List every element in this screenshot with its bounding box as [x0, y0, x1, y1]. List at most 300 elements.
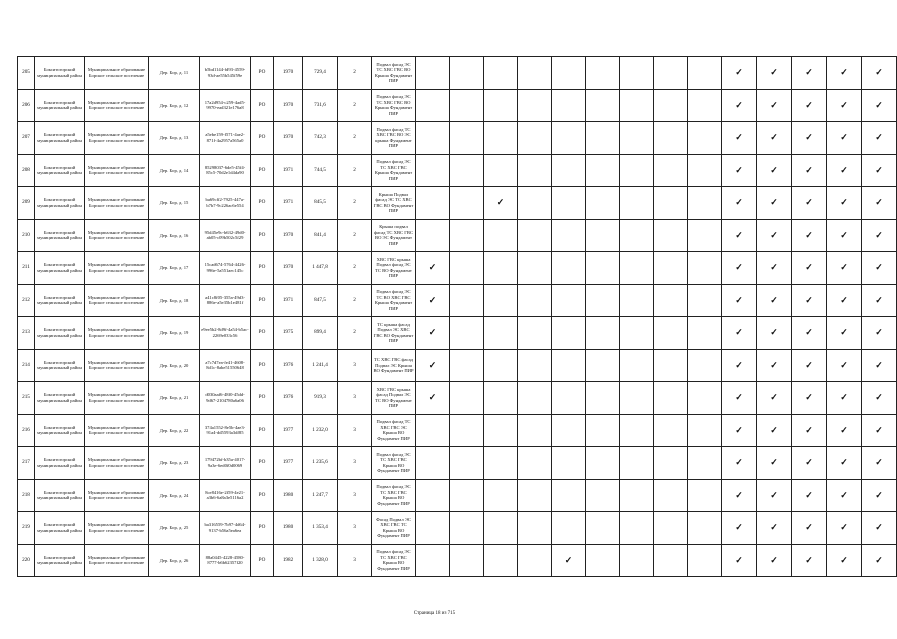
address-cell: Дер. Бор, д. 20: [149, 349, 200, 382]
empty-cell: [620, 414, 654, 447]
empty-cell: [484, 382, 518, 415]
empty-cell: [654, 349, 688, 382]
fund-form-cell: РО: [251, 89, 274, 122]
empty-cell: [688, 219, 722, 252]
owner-name-cell: Муниципальное образование Борское сельское поселение: [85, 154, 149, 187]
total-area-cell: 847,5: [303, 284, 338, 317]
empty-cell: [552, 414, 586, 447]
owner-name-cell: Муниципальное образование Борское сельское поселение: [85, 447, 149, 480]
empty-cell: [416, 414, 450, 447]
checkmark-cell: ✓: [722, 122, 757, 155]
empty-cell: [450, 544, 484, 577]
checkmark-cell: ✓: [792, 447, 827, 480]
empty-cell: [688, 154, 722, 187]
checkmark-cell: ✓: [862, 187, 897, 220]
row-number-cell: 210: [18, 219, 35, 252]
empty-cell: [518, 349, 552, 382]
row-number-cell: 208: [18, 154, 35, 187]
empty-cell: [484, 122, 518, 155]
owner-name-cell: Муниципальное образование Борское сельское поселение: [85, 544, 149, 577]
checkmark-cell: ✓: [862, 479, 897, 512]
owner-name-cell: Муниципальное образование Борское сельское поселение: [85, 57, 149, 90]
empty-cell: [552, 479, 586, 512]
empty-cell: [518, 252, 552, 285]
checkmark-cell: ✓: [862, 122, 897, 155]
empty-cell: [620, 447, 654, 480]
house-guid-cell: 179472bf-b35a-4017-9a3e-6ed0f0d0069: [200, 447, 251, 480]
total-area-cell: 744,5: [303, 154, 338, 187]
total-area-cell: 1 328,0: [303, 544, 338, 577]
empty-cell: [688, 122, 722, 155]
fund-form-cell: РО: [251, 382, 274, 415]
build-year-cell: 1977: [274, 447, 303, 480]
municipal-district-cell: Бокситогорский муниципальный район: [35, 89, 85, 122]
build-year-cell: 1971: [274, 154, 303, 187]
address-cell: Дер. Бор, д. 23: [149, 447, 200, 480]
build-year-cell: 1976: [274, 349, 303, 382]
total-area-cell: 742,3: [303, 122, 338, 155]
house-guid-cell: 85298037-6de5-45f4-85c5-70d2e1d4da90: [200, 154, 251, 187]
empty-cell: [450, 349, 484, 382]
empty-cell: [484, 414, 518, 447]
floors-cell: 2: [338, 284, 372, 317]
works-list-cell: Фасад Подвал ЭС ХВС ГВС ТС Крыша ВО Фундамент ПИР: [372, 512, 416, 545]
checkmark-cell: ✓: [862, 317, 897, 350]
empty-cell: [586, 512, 620, 545]
checkmark-cell: ✓: [792, 187, 827, 220]
checkmark-cell: ✓: [862, 447, 897, 480]
checkmark-cell: ✓: [722, 154, 757, 187]
floors-cell: 3: [338, 349, 372, 382]
floors-cell: 2: [338, 89, 372, 122]
table-row: [18, 187, 897, 220]
empty-cell: [688, 349, 722, 382]
checkmark-cell: ✓: [722, 219, 757, 252]
checkmark-cell: ✓: [722, 187, 757, 220]
empty-cell: [484, 89, 518, 122]
empty-cell: [484, 479, 518, 512]
owner-name-cell: Муниципальное образование Борское сельское поселение: [85, 317, 149, 350]
empty-cell: [654, 544, 688, 577]
checkmark-cell: ✓: [757, 414, 792, 447]
checkmark-cell: ✓: [757, 544, 792, 577]
empty-cell: [450, 122, 484, 155]
empty-cell: [586, 252, 620, 285]
checkmark-cell: ✓: [416, 317, 450, 350]
checkmark-cell: ✓: [862, 349, 897, 382]
owner-name-cell: Муниципальное образование Борское сельское поселение: [85, 284, 149, 317]
empty-cell: [484, 154, 518, 187]
empty-cell: [552, 447, 586, 480]
empty-cell: [586, 414, 620, 447]
table-row: [18, 284, 897, 317]
checkmark-cell: ✓: [862, 89, 897, 122]
empty-cell: [620, 284, 654, 317]
checkmark-cell: ✓: [827, 219, 862, 252]
municipal-district-cell: Бокситогорский муниципальный район: [35, 382, 85, 415]
checkmark-cell: ✓: [416, 382, 450, 415]
fund-form-cell: РО: [251, 57, 274, 90]
checkmark-cell: ✓: [862, 512, 897, 545]
address-cell: Дер. Бор, д. 15: [149, 187, 200, 220]
build-year-cell: 1970: [274, 89, 303, 122]
checkmark-cell: ✓: [862, 219, 897, 252]
checkmark-cell: ✓: [862, 154, 897, 187]
empty-cell: [586, 317, 620, 350]
checkmark-cell: ✓: [722, 512, 757, 545]
empty-cell: [620, 349, 654, 382]
works-list-cell: ХВС ГВС крыша Подвал фасад ЭС ТС ВО Фундамент ПИР: [372, 252, 416, 285]
floors-cell: 2: [338, 57, 372, 90]
empty-cell: [518, 57, 552, 90]
checkmark-cell: ✓: [757, 57, 792, 90]
empty-cell: [586, 89, 620, 122]
empty-cell: [620, 219, 654, 252]
owner-name-cell: Муниципальное образование Борское сельское поселение: [85, 122, 149, 155]
house-guid-cell: ba316559-7b97-4d64-9137-b56a5ea6ea: [200, 512, 251, 545]
fund-form-cell: РО: [251, 414, 274, 447]
checkmark-cell: ✓: [792, 349, 827, 382]
empty-cell: [450, 317, 484, 350]
empty-cell: [688, 479, 722, 512]
municipal-district-cell: Бокситогорский муниципальный район: [35, 219, 85, 252]
empty-cell: [484, 544, 518, 577]
total-area-cell: 1 235,6: [303, 447, 338, 480]
row-number-cell: 214: [18, 349, 35, 382]
municipal-district-cell: Бокситогорский муниципальный район: [35, 479, 85, 512]
table-row: [18, 57, 897, 90]
house-guid-cell: 8ce8416e-2f59-4e21-a3b6-6a8a3e5116a2: [200, 479, 251, 512]
fund-form-cell: РО: [251, 187, 274, 220]
empty-cell: [552, 219, 586, 252]
works-list-cell: Крыша подвал фасад ТС ХВС ГВС ВО ЭС Фундамент ПИР: [372, 219, 416, 252]
page-number: Страница 18 из 715: [413, 611, 456, 616]
checkmark-cell: ✓: [552, 544, 586, 577]
empty-cell: [416, 187, 450, 220]
empty-cell: [552, 317, 586, 350]
empty-cell: [620, 544, 654, 577]
address-cell: Дер. Бор, д. 26: [149, 544, 200, 577]
empty-cell: [654, 252, 688, 285]
owner-name-cell: Муниципальное образование Борское сельское поселение: [85, 219, 149, 252]
build-year-cell: 1970: [274, 219, 303, 252]
empty-cell: [620, 479, 654, 512]
works-list-cell: ТС крыша фасад Подвал ЭС ХВС ГВС ВО Фундамент ПИР: [372, 317, 416, 350]
checkmark-cell: ✓: [722, 284, 757, 317]
empty-cell: [620, 154, 654, 187]
empty-cell: [552, 512, 586, 545]
fund-form-cell: РО: [251, 544, 274, 577]
empty-cell: [620, 122, 654, 155]
empty-cell: [484, 447, 518, 480]
checkmark-cell: ✓: [862, 284, 897, 317]
total-area-cell: 841,4: [303, 219, 338, 252]
row-number-cell: 211: [18, 252, 35, 285]
checkmark-cell: ✓: [827, 512, 862, 545]
checkmark-cell: ✓: [862, 414, 897, 447]
build-year-cell: 1971: [274, 284, 303, 317]
owner-name-cell: Муниципальное образование Борское сельское поселение: [85, 512, 149, 545]
checkmark-cell: ✓: [757, 349, 792, 382]
empty-cell: [620, 512, 654, 545]
empty-cell: [552, 187, 586, 220]
owner-name-cell: Муниципальное образование Борское сельское поселение: [85, 414, 149, 447]
floors-cell: 3: [338, 382, 372, 415]
build-year-cell: 1970: [274, 57, 303, 90]
empty-cell: [450, 512, 484, 545]
build-year-cell: 1980: [274, 512, 303, 545]
checkmark-cell: ✓: [416, 252, 450, 285]
fund-form-cell: РО: [251, 479, 274, 512]
checkmark-cell: ✓: [792, 57, 827, 90]
total-area-cell: 1 447,8: [303, 252, 338, 285]
address-cell: Дер. Бор, д. 24: [149, 479, 200, 512]
empty-cell: [620, 382, 654, 415]
row-number-cell: 209: [18, 187, 35, 220]
empty-cell: [620, 317, 654, 350]
table-row: [18, 154, 897, 187]
checkmark-cell: ✓: [722, 317, 757, 350]
checkmark-cell: ✓: [827, 187, 862, 220]
empty-cell: [654, 512, 688, 545]
total-area-cell: 899,4: [303, 317, 338, 350]
house-guid-cell: 374a1552-8e5b-4ae3-91a4-dd5593a3df85: [200, 414, 251, 447]
checkmark-cell: ✓: [722, 414, 757, 447]
checkmark-cell: ✓: [827, 544, 862, 577]
checkmark-cell: ✓: [722, 349, 757, 382]
checkmark-cell: ✓: [722, 544, 757, 577]
empty-cell: [518, 382, 552, 415]
address-cell: Дер. Бор, д. 25: [149, 512, 200, 545]
total-area-cell: 1 232,0: [303, 414, 338, 447]
empty-cell: [518, 154, 552, 187]
empty-cell: [518, 414, 552, 447]
checkmark-cell: ✓: [827, 317, 862, 350]
address-cell: Дер. Бор, д. 19: [149, 317, 200, 350]
table-row: [18, 349, 897, 382]
total-area-cell: 1 241,4: [303, 349, 338, 382]
empty-cell: [450, 382, 484, 415]
empty-cell: [654, 382, 688, 415]
empty-cell: [552, 57, 586, 90]
owner-name-cell: Муниципальное образование Борское сельское поселение: [85, 89, 149, 122]
checkmark-cell: ✓: [827, 57, 862, 90]
empty-cell: [688, 512, 722, 545]
empty-cell: [416, 122, 450, 155]
row-number-cell: 207: [18, 122, 35, 155]
house-guid-cell: b5bd1144-fd93-4559-93d-ae55b545f59e: [200, 57, 251, 90]
empty-cell: [586, 447, 620, 480]
table-row: [18, 89, 897, 122]
checkmark-cell: ✓: [792, 154, 827, 187]
fund-form-cell: РО: [251, 252, 274, 285]
row-number-cell: 218: [18, 479, 35, 512]
empty-cell: [450, 89, 484, 122]
checkmark-cell: ✓: [757, 512, 792, 545]
floors-cell: 2: [338, 122, 372, 155]
checkmark-cell: ✓: [827, 479, 862, 512]
empty-cell: [586, 219, 620, 252]
empty-cell: [552, 89, 586, 122]
total-area-cell: 1 353,4: [303, 512, 338, 545]
checkmark-cell: ✓: [757, 122, 792, 155]
address-cell: Дер. Бор, д. 21: [149, 382, 200, 415]
checkmark-cell: ✓: [862, 382, 897, 415]
address-cell: Дер. Бор, д. 17: [149, 252, 200, 285]
empty-cell: [586, 154, 620, 187]
checkmark-cell: ✓: [792, 89, 827, 122]
checkmark-cell: ✓: [757, 252, 792, 285]
house-guid-cell: 17a2d954-c259-4ad5-9970-ead321e176a8: [200, 89, 251, 122]
empty-cell: [450, 252, 484, 285]
build-year-cell: 1971: [274, 187, 303, 220]
fund-form-cell: РО: [251, 154, 274, 187]
empty-cell: [688, 187, 722, 220]
checkmark-cell: ✓: [757, 382, 792, 415]
owner-name-cell: Муниципальное образование Борское сельское поселение: [85, 252, 149, 285]
empty-cell: [620, 252, 654, 285]
empty-cell: [586, 284, 620, 317]
empty-cell: [654, 219, 688, 252]
build-year-cell: 1982: [274, 544, 303, 577]
checkmark-cell: ✓: [757, 187, 792, 220]
empty-cell: [586, 544, 620, 577]
works-list-cell: Подвал фасад ЭС ТС ХВС ГВС Крыша ВО Фундамент ПИР: [372, 479, 416, 512]
build-year-cell: 1976: [274, 382, 303, 415]
checkmark-cell: ✓: [722, 57, 757, 90]
table-row: [18, 317, 897, 350]
empty-cell: [484, 252, 518, 285]
works-list-cell: ХВС ГВС крыша фасад Подвал ЭС ТС ВО Фундамент ПИР: [372, 382, 416, 415]
checkmark-cell: ✓: [416, 284, 450, 317]
municipal-district-cell: Бокситогорский муниципальный район: [35, 414, 85, 447]
works-list-cell: Подвал фасад ЭС ТС ХВС ГВС ВО Крыша Фундамент ПИР: [372, 57, 416, 90]
empty-cell: [586, 187, 620, 220]
build-year-cell: 1970: [274, 122, 303, 155]
row-number-cell: 219: [18, 512, 35, 545]
checkmark-cell: ✓: [862, 544, 897, 577]
checkmark-cell: ✓: [792, 284, 827, 317]
empty-cell: [688, 252, 722, 285]
total-area-cell: 919,3: [303, 382, 338, 415]
empty-cell: [654, 414, 688, 447]
works-list-cell: ТС ХВС ГВС фасад Подвал ЭС Крыша ВО Фундамент ПИР: [372, 349, 416, 382]
empty-cell: [450, 154, 484, 187]
checkmark-cell: ✓: [827, 252, 862, 285]
empty-cell: [688, 414, 722, 447]
empty-cell: [484, 512, 518, 545]
checkmark-cell: ✓: [792, 544, 827, 577]
checkmark-cell: ✓: [484, 187, 518, 220]
municipal-district-cell: Бокситогорский муниципальный район: [35, 284, 85, 317]
empty-cell: [586, 57, 620, 90]
total-area-cell: 731,6: [303, 89, 338, 122]
municipal-district-cell: Бокситогорский муниципальный район: [35, 122, 85, 155]
municipal-district-cell: Бокситогорский муниципальный район: [35, 57, 85, 90]
fund-form-cell: РО: [251, 512, 274, 545]
empty-cell: [688, 447, 722, 480]
empty-cell: [518, 89, 552, 122]
checkmark-cell: ✓: [722, 479, 757, 512]
empty-cell: [654, 447, 688, 480]
empty-cell: [586, 479, 620, 512]
empty-cell: [518, 317, 552, 350]
checkmark-cell: ✓: [827, 414, 862, 447]
row-number-cell: 215: [18, 382, 35, 415]
empty-cell: [552, 349, 586, 382]
house-guid-cell: 88a0445-4228-4580-8777-b6b62357f20: [200, 544, 251, 577]
floors-cell: 2: [338, 154, 372, 187]
empty-cell: [484, 219, 518, 252]
housing-register-table: [17, 56, 897, 577]
empty-cell: [518, 512, 552, 545]
checkmark-cell: ✓: [792, 414, 827, 447]
checkmark-cell: ✓: [757, 154, 792, 187]
build-year-cell: 1977: [274, 414, 303, 447]
empty-cell: [688, 89, 722, 122]
empty-cell: [654, 57, 688, 90]
address-cell: Дер. Бор, д. 12: [149, 89, 200, 122]
checkmark-cell: ✓: [827, 89, 862, 122]
fund-form-cell: РО: [251, 317, 274, 350]
empty-cell: [450, 57, 484, 90]
checkmark-cell: ✓: [862, 57, 897, 90]
works-list-cell: Подвал фасад ЭС ТС ХВС ГВС ВО Крыша Фундамент ПИР: [372, 89, 416, 122]
floors-cell: 2: [338, 252, 372, 285]
floors-cell: 2: [338, 317, 372, 350]
empty-cell: [552, 284, 586, 317]
fund-form-cell: РО: [251, 122, 274, 155]
table-row: [18, 122, 897, 155]
address-cell: Дер. Бор, д. 11: [149, 57, 200, 90]
empty-cell: [552, 252, 586, 285]
house-guid-cell: d030aaf6-48f0-45dd-9d67-2104780a6a06: [200, 382, 251, 415]
table-row: [18, 414, 897, 447]
row-number-cell: 205: [18, 57, 35, 90]
total-area-cell: 845,5: [303, 187, 338, 220]
municipal-district-cell: Бокситогорский муниципальный район: [35, 252, 85, 285]
empty-cell: [450, 447, 484, 480]
empty-cell: [552, 154, 586, 187]
empty-cell: [450, 479, 484, 512]
checkmark-cell: ✓: [722, 382, 757, 415]
checkmark-cell: ✓: [827, 447, 862, 480]
empty-cell: [654, 89, 688, 122]
empty-cell: [688, 284, 722, 317]
empty-cell: [518, 479, 552, 512]
empty-cell: [518, 284, 552, 317]
table-row: [18, 219, 897, 252]
house-guid-cell: a41c8f05-355a-49d3-886e-a5e35b1e481f: [200, 284, 251, 317]
checkmark-cell: ✓: [827, 284, 862, 317]
empty-cell: [518, 122, 552, 155]
works-list-cell: Подвал фасад ЭС ТС ХВС ГВС Крыша ВО Фундамент ПИР: [372, 544, 416, 577]
checkmark-cell: ✓: [416, 349, 450, 382]
checkmark-cell: ✓: [792, 512, 827, 545]
address-cell: Дер. Бор, д. 18: [149, 284, 200, 317]
empty-cell: [518, 447, 552, 480]
fund-form-cell: РО: [251, 447, 274, 480]
checkmark-cell: ✓: [792, 479, 827, 512]
empty-cell: [654, 122, 688, 155]
checkmark-cell: ✓: [757, 89, 792, 122]
empty-cell: [416, 447, 450, 480]
house-guid-cell: e9ee5b2-8d9f-4a54-b5ac-2269e033c56: [200, 317, 251, 350]
checkmark-cell: ✓: [722, 447, 757, 480]
empty-cell: [654, 479, 688, 512]
total-area-cell: 1 247,7: [303, 479, 338, 512]
empty-cell: [450, 284, 484, 317]
